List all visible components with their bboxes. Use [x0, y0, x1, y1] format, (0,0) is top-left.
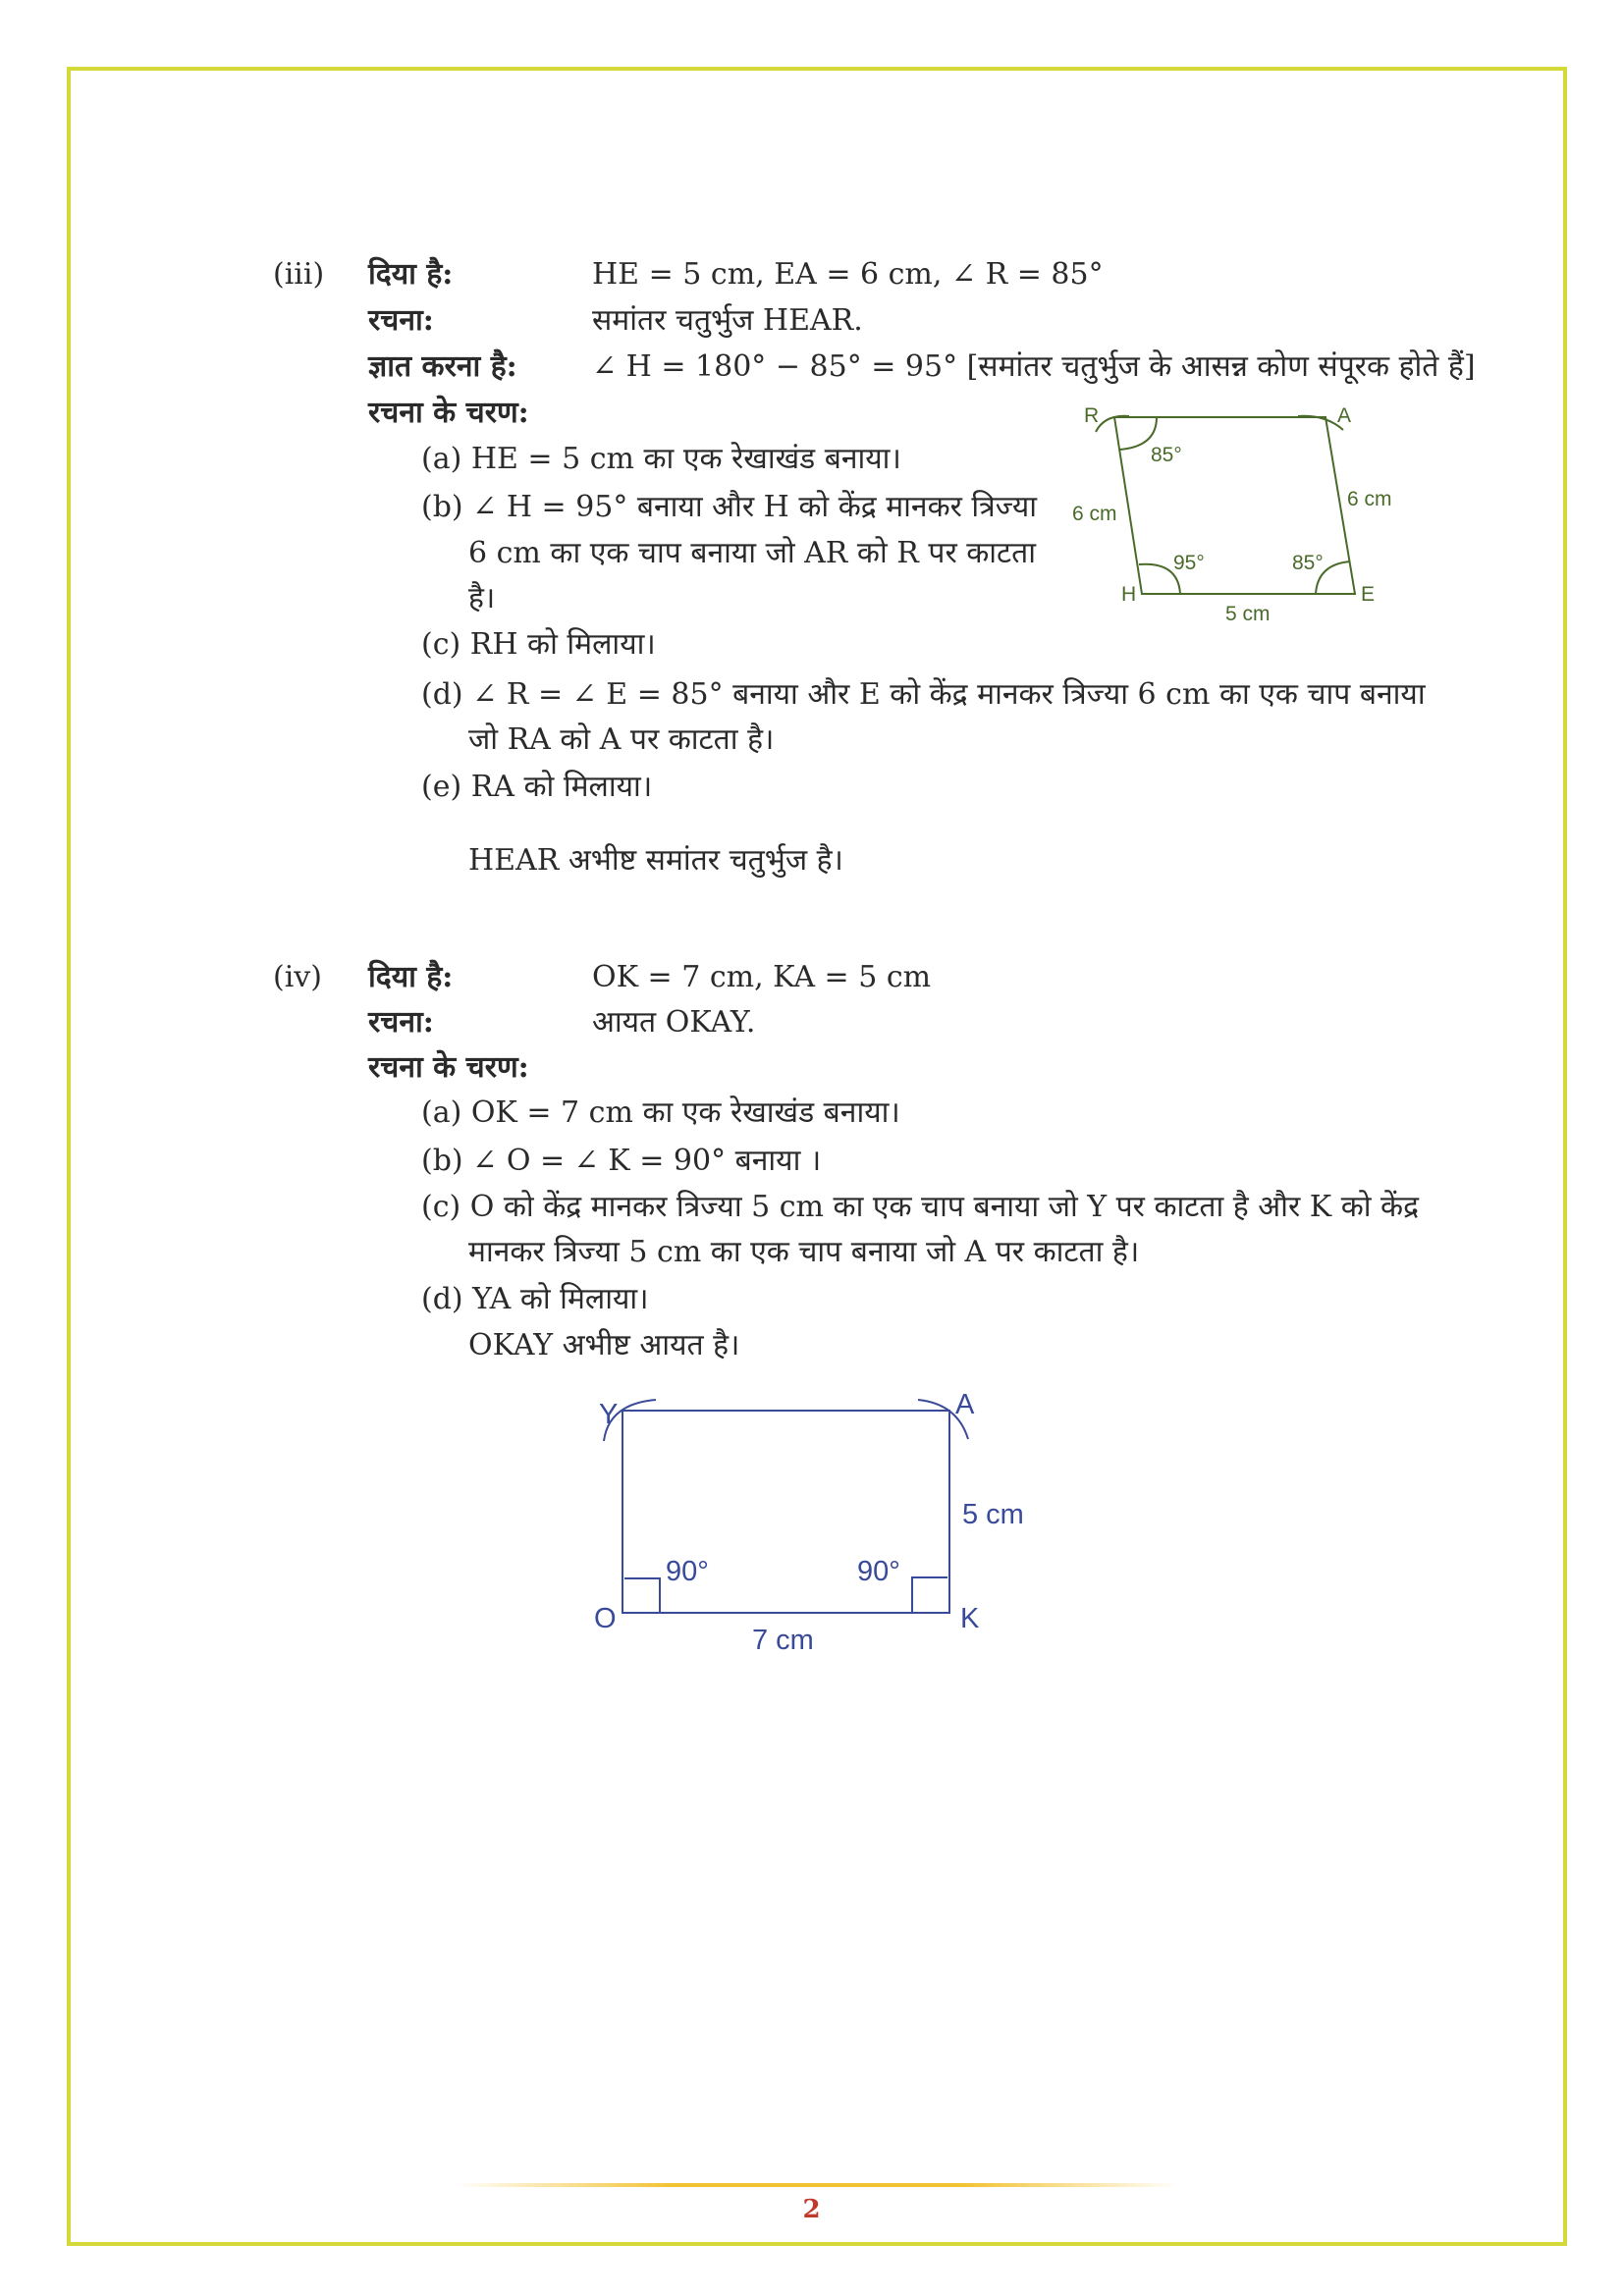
step-c: (c) RH को मिलाया। — [421, 627, 656, 662]
parallelogram-figure — [1031, 393, 1424, 628]
angle-label-o: 90° — [666, 1556, 709, 1587]
angle-label-h: 95° — [1173, 552, 1205, 574]
rectangle-figure — [569, 1374, 1060, 1688]
construct-value: आयत OKAY. — [592, 1005, 756, 1040]
vertex-k: K — [960, 1603, 980, 1634]
step-c: (c) O को केंद्र मानकर त्रिज्या 5 cm का एक चाप बनाया जो Y पर काटता है और K को केंद्र — [421, 1190, 1420, 1224]
step-b-cont: है। — [468, 581, 496, 615]
page-number: 2 — [802, 2195, 821, 2224]
right-angle-k — [912, 1577, 947, 1612]
side-label-he: 5 cm — [1225, 603, 1271, 625]
conclusion: OKAY अभीष्ट आयत है। — [468, 1328, 740, 1362]
arc-r — [1096, 416, 1129, 432]
vertex-y: Y — [599, 1399, 619, 1430]
step-a: (a) OK = 7 cm का एक रेखाखंड बनाया। — [421, 1095, 900, 1130]
part-number: (iv) — [273, 960, 322, 994]
find-label: ज्ञात करना है: — [368, 349, 517, 384]
given-value: HE = 5 cm, EA = 6 cm, ∠ R = 85° — [592, 257, 1104, 292]
vertex-o: O — [594, 1603, 617, 1634]
part-number: (iii) — [273, 257, 325, 292]
construct-label: रचना: — [368, 1005, 434, 1040]
angle-label-e: 85° — [1292, 552, 1324, 574]
steps-label: रचना के चरण: — [368, 396, 529, 430]
side-label-ok: 7 cm — [752, 1625, 814, 1656]
step-d: (d) YA को मिलाया। — [421, 1282, 649, 1316]
step-b: (b) ∠ H = 95° बनाया और H को केंद्र मानकर त्रिज्या — [421, 490, 1038, 524]
given-label: दिया है: — [368, 257, 454, 292]
footer-divider — [457, 2183, 1178, 2187]
construct-label: रचना: — [368, 303, 434, 338]
side-label-rh: 6 cm — [1072, 503, 1117, 525]
step-b: (b) ∠ O = ∠ K = 90° बनाया । — [421, 1144, 822, 1178]
side-label-ea: 6 cm — [1347, 488, 1392, 510]
step-c-cont: मानकर त्रिज्या 5 cm का एक चाप बनाया जो A पर काटता है। — [468, 1235, 1140, 1269]
given-label: दिया है: — [368, 960, 454, 994]
step-b-cont: 6 cm का एक चाप बनाया जो AR को R पर काटता — [468, 536, 1037, 570]
given-value: OK = 7 cm, KA = 5 cm — [592, 960, 932, 994]
right-angle-o — [624, 1578, 660, 1613]
step-d-cont: जो RA को A पर काटता है। — [468, 722, 775, 757]
vertex-r: R — [1084, 404, 1100, 427]
find-value: ∠ H = 180° − 85° = 95° [समांतर चतुर्भुज के आसन्न कोण संपूरक होते हैं] — [592, 349, 1476, 384]
vertex-h: H — [1121, 583, 1137, 606]
steps-label: रचना के चरण: — [368, 1050, 529, 1085]
side-label-ka: 5 cm — [962, 1499, 1024, 1530]
construct-value: समांतर चतुर्भुज HEAR. — [592, 303, 863, 338]
angle-label-k: 90° — [857, 1556, 900, 1587]
step-d: (d) ∠ R = ∠ E = 85° बनाया और E को केंद्र मानकर त्रिज्या 6 cm का एक चाप बनाया — [421, 677, 1426, 712]
step-a: (a) HE = 5 cm का एक रेखाखंड बनाया। — [421, 442, 901, 476]
conclusion: HEAR अभीष्ट समांतर चतुर्भुज है। — [468, 843, 843, 878]
vertex-a: A — [955, 1389, 975, 1420]
step-e: (e) RA को मिलाया। — [421, 770, 653, 804]
vertex-a: A — [1337, 404, 1352, 427]
vertex-e: E — [1361, 583, 1376, 606]
angle-label-r: 85° — [1151, 444, 1182, 466]
